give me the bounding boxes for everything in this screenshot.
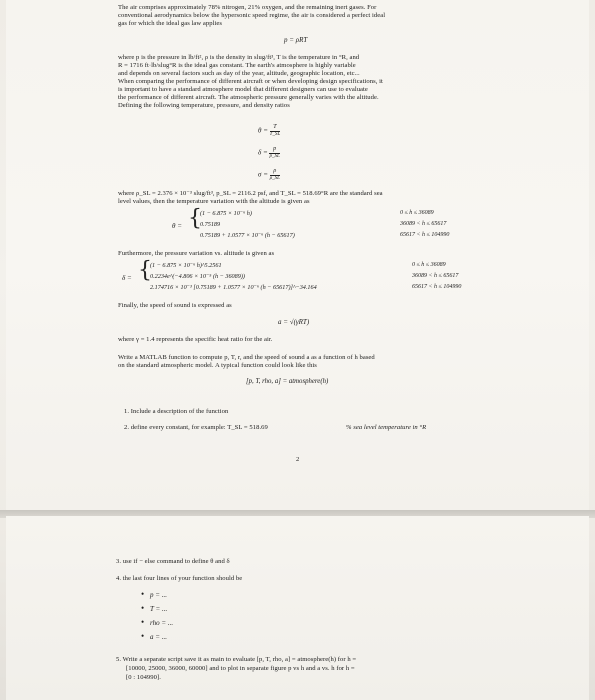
intro-line-2: conventional aerodynamics below the hypersonic speed regime, the air is considered a perfect ideal — [118, 12, 386, 19]
function-signature: [p, T, rho, a] = atmosphere(h) — [246, 378, 329, 385]
theta-case-1-cond: 0 ≤ h ≤ 36089 — [400, 210, 434, 216]
where-line-4: When comparing the performance of different aircraft or when developing design specifications, it — [118, 78, 383, 85]
task-line-2: on the standard atmospheric model. A typical function could look like this — [118, 362, 317, 369]
bullet-a: a = ... — [150, 633, 167, 641]
item-1: 1. Include a description of the function — [124, 408, 229, 415]
delta-case-2-expr: 0.2234e^(−4.806 × 10⁻⁵ (h − 36089)) — [150, 273, 245, 280]
bullet-dot-4: • — [141, 631, 145, 641]
delta-ratio-lhs: δ = — [258, 148, 268, 157]
delta-case-2-cond: 36089 < h ≤ 65617 — [412, 273, 459, 279]
delta-case-3-cond: 65617 < h ≤ 104990 — [412, 284, 462, 290]
item-5-line-1: 5. Write a separate script save it as main to evaluate [p, T, rho, a] = atmosphere(h) for h = — [116, 656, 357, 663]
theta-piecewise-lhs: θ = — [172, 222, 182, 230]
where-line-1: where p is the pressure in lb/ft², ρ is the density in slug/ft³, T is the temperature in °R, and — [118, 54, 360, 61]
sigma-ratio-denominator: ρ_SL — [269, 175, 280, 181]
delta-ratio-denominator: p_SL — [269, 153, 280, 159]
where-line-5: is important to have a standard atmosphere model that different designers can use to evaluate — [118, 86, 368, 93]
bullet-t: T = ... — [150, 605, 168, 613]
bullet-p: p = ... — [150, 591, 167, 599]
sigma-ratio-fraction — [270, 168, 280, 182]
task-line-1: Write a MATLAB function to compute p, T, r, and the speed of sound a as a function of h based — [118, 354, 375, 361]
theta-case-3-expr: 0.75189 + 1.0577 × 10⁻⁶ (h − 65617) — [200, 232, 295, 239]
item-5-line-2: [10000, 25000, 36000, 60000] and to plot in separate figure p vs h and a vs. h for h = — [126, 665, 355, 672]
delta-case-1-expr: (1 − 6.875 × 10⁻⁶ h)^5.2561 — [150, 262, 222, 269]
ideal-gas-equation: p = ρRT — [284, 36, 308, 44]
bullet-dot-3: • — [141, 617, 145, 627]
delta-case-3-expr: 2.174716 × 10⁻³ [0.75189 + 1.0577 × 10⁻⁶ (h − 65617)]^−34.164 — [150, 284, 317, 291]
sigma-ratio-lhs: σ = — [258, 170, 268, 179]
theta-ratio-fraction — [270, 124, 281, 138]
theta-case-3-cond: 65617 < h ≤ 104990 — [400, 232, 450, 238]
delta-ratio-fraction — [269, 146, 279, 160]
theta-ratio — [258, 124, 280, 138]
sea-level-line-1: where ρ_SL = 2.376 × 10⁻³ slug/ft³, p_SL = 2116.2 psf, and T_SL = 518.69°R are the standard sea — [118, 190, 383, 197]
bullet-dot-1: • — [141, 589, 145, 599]
item-2: 2. define every constant, for example: T_SL = 518.69 — [124, 424, 268, 431]
delta-ratio-numerator: p — [269, 146, 279, 154]
theta-piecewise-brace: { — [188, 206, 202, 231]
delta-piecewise-lhs: δ = — [122, 274, 132, 282]
where-line-2: R = 1716 ft·lb/slug°R is the ideal gas constant. The earth's atmosphere is highly variable — [118, 62, 356, 69]
where-line-3: and depends on several factors such as day of the year, altitude, geographic location, etc... — [118, 70, 360, 77]
where-line-6: the performance of different aircraft. The atmospheric pressure generally varies with the altitude. — [118, 94, 379, 101]
page-number: 2 — [296, 456, 300, 463]
item-5-line-3: [0 : 104990]. — [126, 674, 161, 681]
bullet-rho: rho = ... — [150, 619, 174, 627]
bullet-dot-2: • — [141, 603, 145, 613]
sound-intro: Finally, the speed of sound is expressed as — [118, 302, 232, 309]
delta-case-1-cond: 0 ≤ h ≤ 36089 — [412, 262, 446, 268]
sigma-ratio — [258, 168, 280, 182]
delta-piecewise-brace: { — [138, 258, 152, 283]
theta-case-2-cond: 36089 < h ≤ 65617 — [400, 221, 447, 227]
item-2-comment: % sea level temperature in °R — [346, 424, 427, 431]
item-4: 4. the last four lines of your function should be — [116, 575, 243, 582]
intro-line-1: The air comprises approximately 78% nitrogen, 21% oxygen, and the remaining inert gases. For — [118, 4, 377, 11]
where-line-7: Defining the following temperature, pressure, and density ratios — [118, 102, 290, 109]
theta-ratio-denominator: T_SL — [269, 131, 281, 137]
theta-case-2-expr: 0.75189 — [200, 221, 221, 228]
pressure-intro: Furthermore, the pressure variation vs. altitude is given as — [118, 250, 275, 257]
theta-ratio-lhs: θ = — [258, 126, 268, 135]
sea-level-line-2: level values, then the temperature variation with the altitude is given as — [118, 198, 310, 205]
theta-ratio-numerator: T — [270, 124, 281, 132]
speed-of-sound-equation: a = √(γRT) — [278, 318, 310, 326]
item-3: 3. use if − else command to define θ and δ — [116, 558, 230, 565]
delta-ratio — [258, 146, 280, 160]
gamma-line: where γ = 1.4 represents the specific heat ratio for the air. — [118, 336, 273, 343]
sigma-ratio-numerator: ρ — [270, 168, 280, 176]
intro-line-3: gas for which the ideal gas law applies — [118, 20, 222, 27]
theta-case-1-expr: (1 − 6.875 × 10⁻⁶ h) — [200, 210, 252, 217]
